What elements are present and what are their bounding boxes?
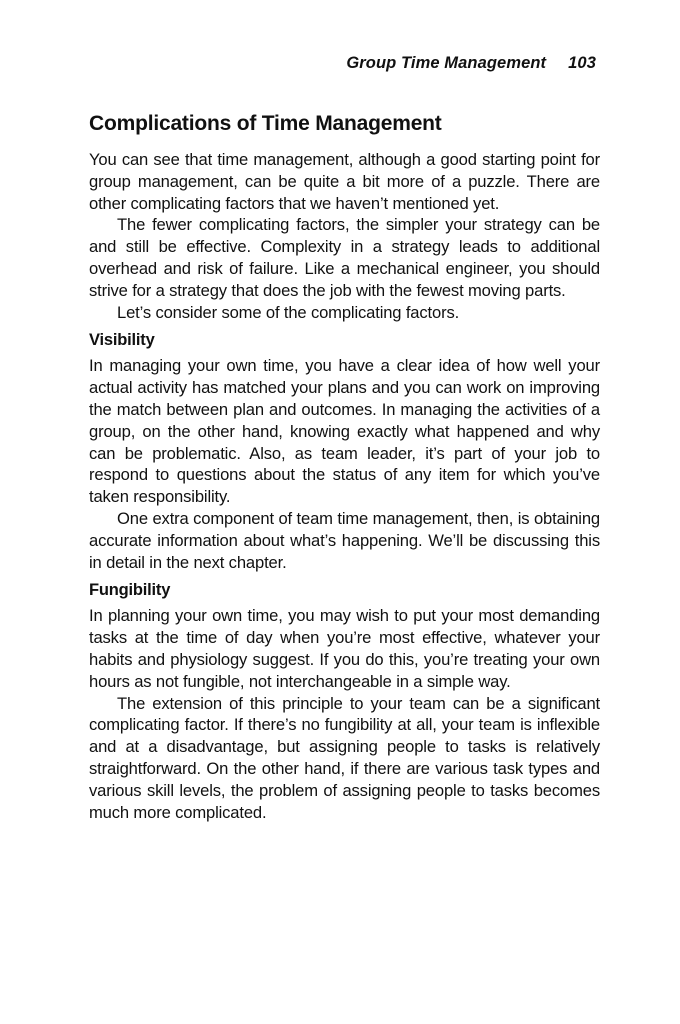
- running-title: Group Time Management: [346, 54, 547, 72]
- paragraph: The extension of this principle to your team can be a significant complicating factor. If there’s no fungibility at all, your team is inflexible and at a disadvantage, but assigning people to tasks is relatively straightforward. On the other hand, if there are various task types and various skill levels, the problem of assigning people to tasks becomes much more complicated.: [89, 693, 600, 822]
- paragraph: In managing your own time, you have a clear idea of how well your actual activity has matched your plans and you can work on improving the match between plan and outcomes. In managing the activities of a group, on the other hand, knowing exactly what happened and why can be problematic. Also, as team leader, it’s part of your job to respond to questions about the status of any item for which you’ve taken responsibility.: [89, 356, 600, 507]
- running-header: [346, 54, 596, 73]
- subsection-heading-fungibility: Fungibility: [89, 581, 171, 600]
- paragraph: You can see that time management, although a good starting point for group management, can be quite a bit more of a puzzle. There are other complicating factors that we haven’t mentioned yet.: [89, 150, 600, 213]
- section-title: Complications of Time Management: [89, 112, 442, 135]
- subsection-heading-visibility: Visibility: [89, 331, 155, 350]
- paragraph: In planning your own time, you may wish to put your most demanding tasks at the time of day when you’re most effective, whatever your habits and physiology suggest. If you do this, you’re treating your own hours as not fungible, not interchangeable in a simple way.: [89, 606, 600, 691]
- paragraph: One extra component of team time management, then, is obtaining accurate information about what’s happening. We’ll be discussing this in detail in the next chapter.: [89, 508, 600, 572]
- page-body: [89, 110, 600, 823]
- paragraph: Let’s consider some of the complicating factors.: [117, 302, 460, 322]
- paragraph: The fewer complicating factors, the simpler your strategy can be and still be effective. Complexity in a strategy leads to additional overhead and risk of failure. Like a mechanical engineer, you should strive for a strategy that does the job with the fewest moving parts.: [89, 215, 600, 300]
- page-number: 103: [568, 54, 596, 72]
